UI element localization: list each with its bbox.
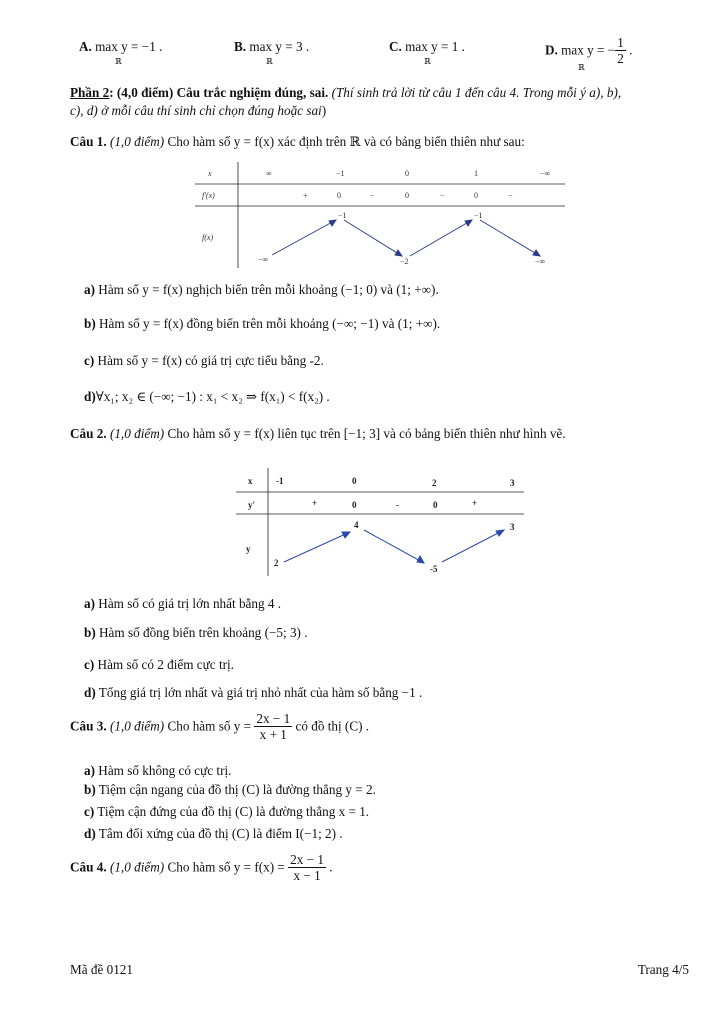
item-text: Hàm số có giá trị lớn nhất bằng 4 .	[95, 596, 282, 611]
fraction-denominator: x − 1	[293, 868, 321, 884]
item-text: Hàm số y = f(x) nghịch biến trên mỗi khoảng (−1; 0) và (1; +∞).	[95, 282, 439, 297]
item-text: ∀x₁; x₂ ∈ (−∞; −1) : x₁ < x₂ ⇒ f(x₁) < f(x₂) .	[95, 389, 330, 404]
item-label: b)	[84, 316, 96, 331]
q2-item-c	[84, 657, 234, 673]
variation-table-1	[190, 160, 570, 270]
item-label: b)	[84, 782, 96, 797]
item-text: Hàm số có 2 điểm cực trị.	[94, 657, 234, 672]
item-text: Tổng giá trị lớn nhất và giá trị nhỏ nhất của hàm số bằng −1 .	[95, 685, 423, 700]
arrow-up	[284, 532, 350, 562]
item-label: a)	[84, 596, 95, 611]
option-letter: D.	[545, 42, 558, 58]
domain-subscript: ℝ	[266, 57, 273, 66]
variation-table-2	[232, 466, 528, 578]
item-label: d)	[84, 389, 96, 404]
sign: -	[396, 500, 399, 510]
question-points: (1,0 điểm)	[106, 859, 165, 875]
fraction-numerator: 2x − 1	[256, 711, 291, 726]
option-d	[545, 35, 632, 66]
x-value: 0	[405, 169, 409, 178]
x-value: 2	[432, 478, 437, 488]
option-expression: max y = 3 .	[249, 39, 310, 54]
y-value: 4	[354, 520, 359, 530]
footer-exam-code: Mã đề 0121	[70, 962, 133, 977]
x-value: 1	[474, 169, 478, 178]
question-points: (1,0 điểm)	[106, 718, 165, 734]
item-label: c)	[84, 804, 95, 819]
question-points: (1,0 điểm)	[106, 426, 165, 441]
question-text: Cho hàm số y = f(x) xác định trên ℝ và có bảng biến thiên như sau:	[164, 134, 525, 149]
option-letter: B.	[234, 39, 247, 54]
y-value: -5	[430, 564, 438, 574]
row-label-x: x	[208, 169, 212, 178]
sign: 0	[352, 500, 357, 510]
row-label-y: y	[246, 544, 251, 554]
question-points: (1,0 điểm)	[106, 134, 165, 149]
option-expression: max y = 1 .	[405, 39, 465, 54]
part2-instructions: (Thí sinh trả lời từ câu 1 đến câu 4. Trong mỗi ý a), b),	[328, 85, 622, 100]
item-text: Tiệm cận ngang của đồ thị (C) là đường thẳng y = 2.	[95, 782, 376, 797]
fraction-denominator: x + 1	[259, 727, 287, 743]
question-text: Cho hàm số y = f(x) =	[164, 859, 289, 875]
item-label: a)	[84, 763, 95, 778]
option-b	[234, 39, 309, 55]
part2-instructions-cont: c), d) ở mỗi câu thí sinh chỉ chọn đúng hoặc sai	[70, 103, 322, 118]
question-label: Câu 1.	[70, 134, 107, 149]
f-value: −∞	[258, 255, 269, 264]
q1-item-a	[84, 282, 439, 298]
item-label: d)	[84, 826, 96, 841]
row-label-function: f(x)	[202, 233, 214, 242]
x-value: 0	[352, 476, 357, 486]
q3-item-c	[84, 804, 369, 820]
item-text: Tâm đối xứng của đồ thị (C) là điểm I(−1; 2) .	[95, 826, 343, 841]
fraction	[254, 711, 292, 742]
x-value: −1	[336, 169, 345, 178]
fraction-denominator: 2	[617, 51, 624, 67]
fraction-numerator: 2x − 1	[290, 852, 324, 867]
option-c	[389, 39, 465, 55]
question-text-end: .	[325, 859, 333, 875]
q1-item-c	[84, 353, 324, 369]
question-3-stem	[70, 711, 369, 742]
arrow-up	[442, 530, 504, 562]
f-value: −1	[474, 211, 483, 220]
item-label: c)	[84, 657, 95, 672]
f-value: −2	[400, 257, 409, 266]
q2-item-b	[84, 625, 308, 641]
q3-item-a	[84, 763, 231, 779]
question-label: Câu 3.	[70, 718, 107, 734]
sign: +	[303, 191, 308, 200]
part2-score: : (4,0 điểm) Câu trắc nghiệm đúng, sai.	[109, 85, 329, 100]
f-value: −∞	[535, 257, 546, 266]
sign: +	[312, 498, 318, 508]
option-expression: max y = −	[561, 42, 616, 58]
arrow-up	[410, 220, 472, 256]
item-text: Hàm số y = f(x) có giá trị cực tiểu bằng -2.	[94, 353, 324, 368]
item-text: Hàm số không có cực trị.	[95, 763, 232, 778]
y-value: 3	[510, 522, 515, 532]
item-label: a)	[84, 282, 95, 297]
option-a	[79, 39, 162, 55]
part2-title: Phần 2	[70, 85, 110, 100]
footer-page-number: Trang 4/5	[637, 962, 689, 977]
item-text: Tiệm cận đứng của đồ thị (C) là đường thẳng x = 1.	[94, 804, 370, 819]
fraction	[288, 852, 326, 883]
item-text: Hàm số y = f(x) đồng biến trên mỗi khoảng (−∞; −1) và (1; +∞).	[95, 316, 441, 331]
x-value: −∞	[540, 169, 551, 178]
row-label-derivative: f'(x)	[202, 191, 215, 200]
sign: 0	[433, 500, 438, 510]
question-label: Câu 4.	[70, 859, 107, 875]
option-letter: C.	[389, 39, 402, 54]
q3-item-d	[84, 826, 343, 842]
domain-subscript: ℝ	[424, 57, 431, 66]
question-1-stem	[70, 134, 525, 150]
sign: 0	[337, 191, 341, 200]
question-text: Cho hàm số y =	[164, 718, 255, 734]
item-label: b)	[84, 625, 96, 640]
part2-header	[70, 85, 621, 101]
arrow-down	[480, 220, 540, 256]
x-value: ∞	[266, 169, 272, 178]
option-expression: max y = −1 .	[95, 39, 163, 54]
y-value: 2	[274, 558, 279, 568]
option-letter: A.	[79, 39, 92, 54]
sign: −	[508, 191, 513, 200]
part2-header-line2	[70, 103, 326, 119]
arrow-up	[272, 220, 336, 255]
item-text: Hàm số đồng biến trên khoảng (−5; 3) .	[95, 625, 308, 640]
sign: 0	[405, 191, 409, 200]
arrow-down	[364, 530, 424, 563]
sign: −	[370, 191, 375, 200]
q2-item-a	[84, 596, 281, 612]
question-text-end: có đồ thị (C) .	[292, 718, 370, 734]
x-value: -1	[276, 476, 284, 486]
sign: 0	[474, 191, 478, 200]
row-label-derivative: y'	[248, 500, 256, 510]
sign: +	[472, 498, 478, 508]
f-value: −1	[338, 211, 347, 220]
part2-instructions-close: )	[321, 103, 327, 118]
question-2-stem	[70, 426, 566, 442]
x-value: 3	[510, 478, 515, 488]
domain-subscript: ℝ	[115, 57, 122, 66]
question-label: Câu 2.	[70, 426, 107, 441]
q1-item-d	[84, 389, 330, 405]
q3-item-b	[84, 782, 376, 798]
item-label: d)	[84, 685, 96, 700]
fraction-numerator: 1	[617, 35, 624, 50]
option-suffix: .	[625, 42, 633, 58]
question-text: Cho hàm số y = f(x) liên tục trên [−1; 3] và có bảng biến thiên như hình vẽ.	[164, 426, 566, 441]
sign: −	[440, 191, 445, 200]
question-4-stem	[70, 852, 333, 883]
item-label: c)	[84, 353, 95, 368]
arrow-down	[344, 220, 402, 256]
row-label-x: x	[248, 476, 253, 486]
fraction	[615, 35, 626, 66]
q1-item-b	[84, 316, 440, 332]
domain-subscript: ℝ	[578, 63, 585, 72]
q2-item-d	[84, 685, 422, 701]
